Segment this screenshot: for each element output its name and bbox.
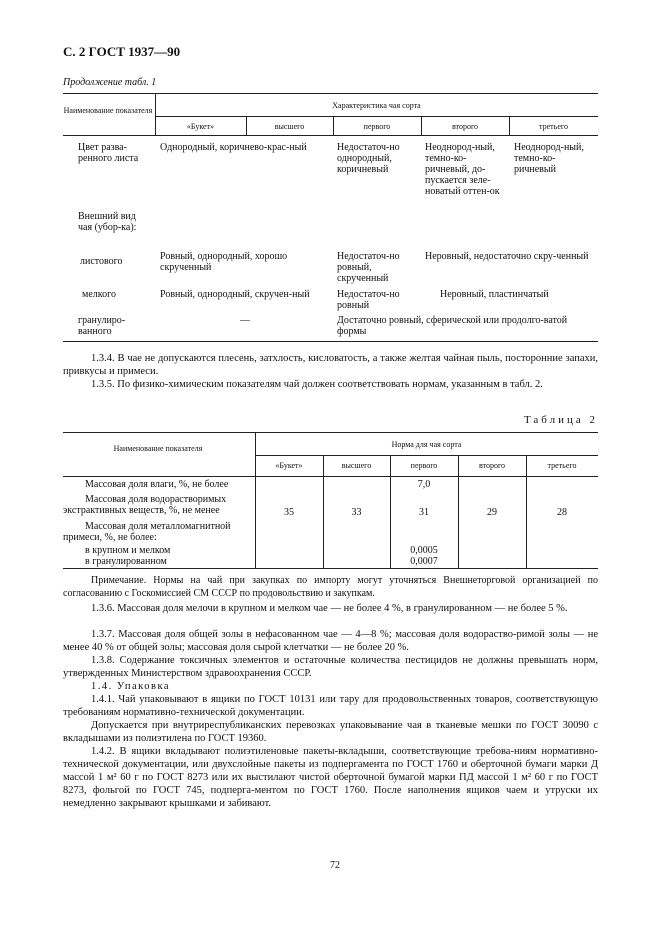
table2-metal-large-value: 0,0005 (410, 545, 438, 556)
table2-group-header: Норма для чая сорта (391, 440, 462, 449)
paragraph-1-3-5: 1.3.5. По физико-химическим показателям чай должен соответствовать нормам, указанным в табл. 2. (91, 379, 543, 390)
paragraph-1-4-1b: Допускается при внутриреспубликанских перевозках упаковывание чая в тканевые мешки по ГОСТ 30090 с вкладышами из полиэтилена по ГОСТ 19360. (63, 720, 598, 744)
table2-grade-high: высшего (341, 461, 372, 470)
table2-soluble-third: 28 (557, 507, 567, 518)
table1-grade-high: высшего (274, 122, 305, 131)
table1-grade-buket: «Букет» (186, 122, 215, 131)
row-fine-first: Недостаточ-но ровный (337, 289, 400, 311)
row-fine-second-third: Неровный, пластинчатый (440, 289, 549, 300)
table2-soluble-first: 31 (419, 507, 429, 518)
paragraph-1-3-8: 1.3.8. Содержание токсичных элементов и остаточные количества пестицидов не должны превышать норм, утвержденных Министерством здравоохранения СССР. (63, 655, 598, 679)
row-leaf-buket-high: Ровный, однородный, хорошо скрученный (160, 251, 288, 273)
table2-soluble-buket: 35 (284, 507, 294, 518)
table2-metal-gran-value: 0,0007 (410, 556, 438, 567)
paragraph-1-3-6: 1.3.6. Массовая доля мелочи в крупном и мелком чае — не более 4 %, в гранулированном — не более 5 %. (91, 603, 568, 614)
row-gran-buket-high: — (240, 315, 250, 326)
paragraph-1-4-2: 1.4.2. В ящики вкладывают полиэтиленовые пакеты-вкладыши, соответствующие требова-ниям нормативно-технической документации, или двухслойные пакеты из подпергамента по ГОСТ 1760 и оберточной бумаги марки Д массой 1 м² 60 г по ГОСТ 8273 или их выстилают чистой оберточной бумагой марки ПД массой 1 м² 60 г по ГОСТ 8273, фольгой по ГОСТ 745, подперга-ментом по ГОСТ 1760. После наполнения ящиков чаем и утруски их немедленно закрывают крышками и забивают. (63, 746, 598, 809)
page-number: 72 (330, 860, 340, 871)
table2-metal-label: Массовая доля металломагнитной примеси, %, не более: (63, 521, 231, 543)
table2-moisture-label: Массовая доля влаги, %, не более (85, 479, 229, 490)
row-color-label: Цвет разва-ренного листа (78, 142, 139, 164)
row-color-first: Недостаточ-но однородный, коричневый (337, 142, 400, 175)
table2-soluble-high: 33 (351, 507, 362, 518)
table2-metal-large-label: в крупном и мелком (85, 545, 171, 556)
row-gran-label: гранулиро-ванного (78, 315, 126, 337)
row-leaf-first: Недостаточ-но ровный, скрученный (337, 251, 400, 284)
row-leaf-second-third: Неровный, недостаточно скру-ченный (425, 251, 589, 262)
section-1-4-heading: 1.4. Упаковка (91, 681, 171, 692)
row-color-second: Неоднород-ный, темно-ко-ричневый, до-пускается зеле-новатый оттен-ок (425, 142, 500, 197)
paragraph-1-3-4: 1.3.4. В чае не допускаются плесень, затхлость, кисловатость, а также желтая чайная пыль, посторонние запахи, привкусы и примеси. (63, 353, 598, 377)
row-gran-rest: Достаточно ровный, сферической или продолго-ватой формы (337, 315, 568, 337)
table-2-caption: Таблица 2 (523, 414, 598, 426)
row-appearance-label: Внешний вид чая (убор-ка): (78, 211, 137, 233)
row-fine-label: мелкого (82, 289, 116, 300)
table1-grade-third: третьего (539, 122, 568, 131)
table1-group-header: Характеристика чая сорта (332, 101, 421, 110)
table2-name-header: Наименование показателя (113, 444, 203, 453)
table2-grade-buket: «Букет» (275, 461, 303, 470)
table1-name-header: Наименование показателя (63, 106, 153, 115)
table1-grade-second: второго (451, 122, 479, 131)
row-fine-buket-high: Ровный, однородный, скручен-ный (160, 289, 310, 300)
table2-soluble-label: Массовая доля водорастворимых экстрактивных веществ, %, не менее (63, 494, 227, 516)
row-leaf-label: листового (80, 256, 123, 267)
table1-grade-first: первого (363, 122, 391, 131)
table2-grade-third: третьего (547, 461, 577, 470)
table2-note: Примечание. Нормы на чай при закупках по импорту могут уточняться Внешнеторговой организацией по согласованию с Госкомиссией СМ СССР по продовольствию и закупкам. (63, 575, 598, 599)
paragraph-1-3-7: 1.3.7. Массовая доля общей золы в нефасованном чае — 4—8 %; массовая доля водораство-римой золы — не менее 40 % от общей золы; массовая доля сырой клетчатки — не более 20 %. (63, 629, 598, 653)
table2-grade-first: первого (410, 461, 438, 470)
row-color-buket-high: Однородный, коричнево-крас-ный (160, 142, 307, 153)
table2-metal-gran-label: в гранулированном (85, 556, 167, 567)
table2-moisture-value: 7,0 (417, 479, 431, 490)
table2-soluble-second: 29 (487, 507, 497, 518)
row-color-third: Неоднород-ный, темно-ко-ричневый (514, 142, 584, 175)
page-header: С. 2 ГОСТ 1937—90 (63, 44, 181, 59)
table2-grade-second: второго (478, 461, 506, 470)
paragraph-1-4-1: 1.4.1. Чай упаковывают в ящики по ГОСТ 10131 или тару для продовольственных товаров, соответствующую требованиям нормативно-технической документации. (63, 694, 598, 718)
table-continuation-label: Продолжение табл. 1 (63, 77, 157, 88)
